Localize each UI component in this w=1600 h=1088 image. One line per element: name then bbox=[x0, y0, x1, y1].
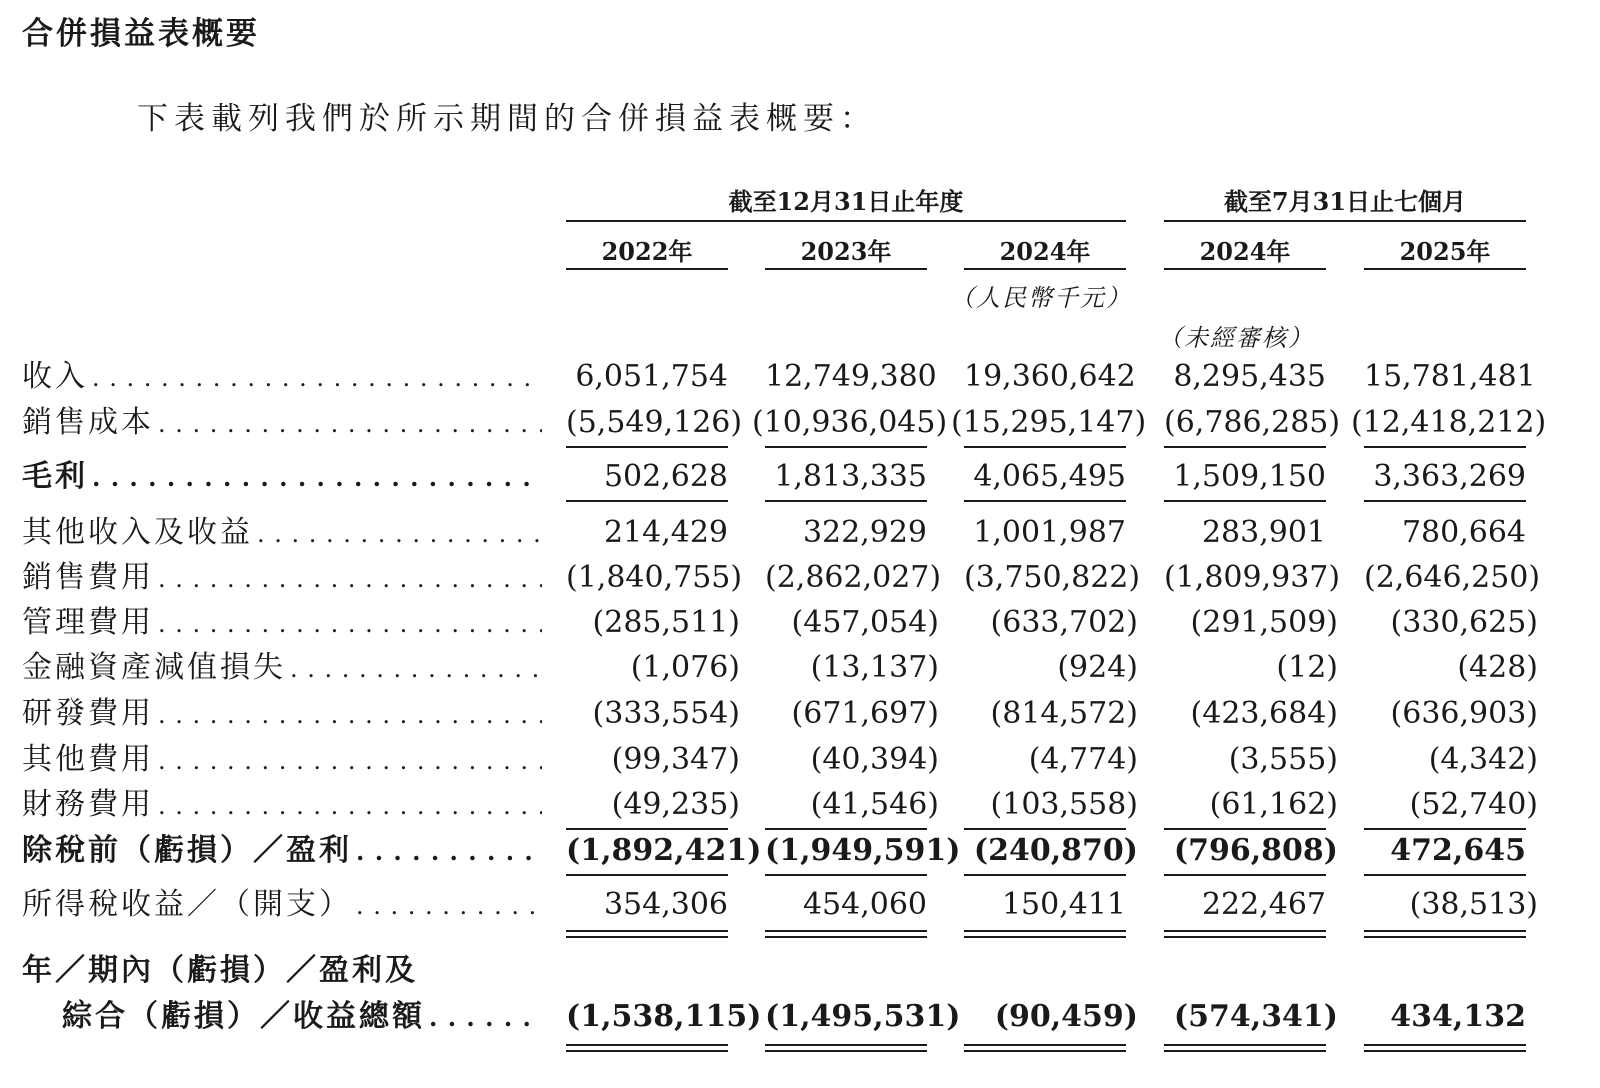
table-cell: (428) bbox=[1457, 650, 1538, 685]
table-cell: (814,572) bbox=[990, 696, 1138, 731]
table-cell: (99,347) bbox=[611, 742, 740, 777]
subtotal-rule bbox=[566, 874, 728, 876]
subtotal-rule bbox=[566, 446, 728, 448]
row-label: 毛利 . . . bbox=[22, 456, 542, 498]
double-rule bbox=[765, 1044, 927, 1052]
row-label-line2: 綜合（虧損）／收益總額 . . . bbox=[62, 996, 542, 1038]
table-cell: (41,546) bbox=[810, 787, 939, 822]
subtotal-rule bbox=[1364, 446, 1526, 448]
table-cell: (5,549,126) bbox=[566, 405, 743, 440]
table-row-profit-before-tax bbox=[22, 830, 1582, 872]
double-rule bbox=[1164, 1044, 1326, 1052]
subtotal-rule bbox=[964, 874, 1126, 876]
col-rule bbox=[765, 268, 927, 270]
table-row-cost-of-sales bbox=[22, 402, 1582, 444]
table-cell: (633,702) bbox=[990, 605, 1138, 640]
subtotal-rule bbox=[566, 500, 728, 502]
intro-text: 下表載列我們於所示期間的合併損益表概要： bbox=[137, 101, 877, 137]
col-header-2025-interim: 2025年 bbox=[1399, 237, 1491, 266]
unit-note: （人民幣千元） bbox=[950, 284, 1132, 312]
table-cell: (12,418,212) bbox=[1351, 405, 1547, 440]
row-label: 收入 . . . bbox=[22, 356, 542, 398]
table-row-selling-expenses bbox=[22, 557, 1582, 599]
table-cell: (6,786,285) bbox=[1164, 405, 1341, 440]
table-row-impairment-losses bbox=[22, 647, 1582, 689]
double-rule bbox=[765, 930, 927, 938]
row-label: 除稅前（虧損）／盈利 . . . bbox=[22, 830, 542, 872]
table-cell: (10,936,045) bbox=[752, 405, 948, 440]
col-rule bbox=[964, 268, 1126, 270]
table-cell: (90,459) bbox=[994, 999, 1138, 1034]
interim-group-rule bbox=[1164, 220, 1526, 222]
table-cell: 222,467 bbox=[1201, 887, 1326, 922]
subtotal-rule bbox=[1164, 446, 1326, 448]
table-cell: 283,901 bbox=[1201, 515, 1326, 550]
row-label: 管理費用 . . . bbox=[22, 602, 542, 644]
table-cell: (1,892,421) bbox=[566, 833, 762, 868]
row-label: 財務費用 . . . bbox=[22, 784, 542, 826]
subtotal-rule bbox=[964, 500, 1126, 502]
row-label: 所得稅收益／（開支） . . . bbox=[22, 884, 542, 926]
table-cell: 454,060 bbox=[802, 887, 927, 922]
subtotal-rule bbox=[765, 446, 927, 448]
table-cell: 322,929 bbox=[802, 515, 927, 550]
table-row-revenue bbox=[22, 356, 1582, 398]
table-cell: 1,001,987 bbox=[973, 515, 1126, 550]
subtotal-rule bbox=[765, 874, 927, 876]
table-row-other-income bbox=[22, 512, 1582, 554]
col-header-2024-interim: 2024年 bbox=[1199, 237, 1291, 266]
section-heading: 合併損益表概要 bbox=[22, 16, 260, 52]
col-rule bbox=[566, 268, 728, 270]
table-cell: (38,513) bbox=[1409, 887, 1538, 922]
col-header-2024: 2024年 bbox=[999, 237, 1091, 266]
table-cell: (285,511) bbox=[592, 605, 740, 640]
table-cell: (49,235) bbox=[611, 787, 740, 822]
double-rule bbox=[1364, 930, 1526, 938]
table-row-admin-expenses bbox=[22, 602, 1582, 644]
table-cell: (636,903) bbox=[1390, 696, 1538, 731]
table-row-finance-costs bbox=[22, 784, 1582, 826]
table-cell: (12) bbox=[1276, 650, 1338, 685]
col-header-2022: 2022年 bbox=[601, 237, 693, 266]
table-cell: 4,065,495 bbox=[973, 459, 1126, 494]
table-cell: 6,051,754 bbox=[575, 359, 728, 394]
table-cell: 150,411 bbox=[1001, 887, 1126, 922]
table-cell: (671,697) bbox=[791, 696, 939, 731]
interim-group-label: 截至7月31日止七個月 bbox=[1223, 187, 1467, 216]
table-cell: (333,554) bbox=[592, 696, 740, 731]
row-label: 金融資產減值損失 . . . bbox=[22, 647, 542, 689]
table-cell: 3,363,269 bbox=[1373, 459, 1526, 494]
table-cell: 8,295,435 bbox=[1173, 359, 1326, 394]
table-cell: (1,840,755) bbox=[566, 560, 743, 595]
row-label: 其他收入及收益 . . . bbox=[22, 512, 542, 554]
double-rule bbox=[566, 1044, 728, 1052]
table-row-other-expenses bbox=[22, 739, 1582, 781]
table-cell: 15,781,481 bbox=[1364, 359, 1536, 394]
table-cell: (61,162) bbox=[1209, 787, 1338, 822]
unaudited-note: （未經審核） bbox=[1158, 324, 1314, 352]
table-cell: (4,342) bbox=[1428, 742, 1538, 777]
table-cell: 19,360,642 bbox=[964, 359, 1136, 394]
table-cell: (1,949,591) bbox=[765, 833, 961, 868]
table-cell: 1,509,150 bbox=[1173, 459, 1326, 494]
subtotal-rule bbox=[765, 500, 927, 502]
table-cell: 1,813,335 bbox=[774, 459, 927, 494]
double-rule bbox=[1164, 930, 1326, 938]
subtotal-rule bbox=[1364, 500, 1526, 502]
row-label: 其他費用 . . . bbox=[22, 739, 542, 781]
col-rule bbox=[1364, 268, 1526, 270]
table-row-total-comprehensive bbox=[22, 950, 1582, 1038]
table-cell: (796,808) bbox=[1173, 833, 1338, 868]
double-rule bbox=[566, 930, 728, 938]
row-label: 研發費用 . . . bbox=[22, 693, 542, 735]
annual-group-rule bbox=[566, 220, 1126, 222]
table-cell: 472,645 bbox=[1390, 833, 1526, 868]
col-header-2023: 2023年 bbox=[800, 237, 892, 266]
table-cell: 12,749,380 bbox=[765, 359, 937, 394]
table-cell: (103,558) bbox=[990, 787, 1138, 822]
col-rule bbox=[1164, 268, 1326, 270]
table-row-gross-profit bbox=[22, 456, 1582, 498]
table-row-rd-expenses bbox=[22, 693, 1582, 735]
table-cell: (240,870) bbox=[973, 833, 1138, 868]
double-rule bbox=[964, 1044, 1126, 1052]
double-rule bbox=[1364, 1044, 1526, 1052]
row-label: 銷售成本 . . . bbox=[22, 402, 542, 444]
subtotal-rule bbox=[1164, 500, 1326, 502]
table-row-income-tax bbox=[22, 884, 1582, 926]
table-cell: 780,664 bbox=[1401, 515, 1526, 550]
table-cell: (3,555) bbox=[1228, 742, 1338, 777]
table-cell: (1,076) bbox=[630, 650, 740, 685]
table-cell: (291,509) bbox=[1190, 605, 1338, 640]
table-cell: (457,054) bbox=[791, 605, 939, 640]
table-cell: (15,295,147) bbox=[951, 405, 1147, 440]
table-cell: (1,495,531) bbox=[765, 999, 961, 1034]
table-cell: (423,684) bbox=[1190, 696, 1338, 731]
table-cell: (40,394) bbox=[810, 742, 939, 777]
annual-group-label: 截至12月31日止年度 bbox=[728, 187, 964, 216]
subtotal-rule bbox=[1164, 874, 1326, 876]
table-cell: (924) bbox=[1057, 650, 1138, 685]
double-rule bbox=[964, 930, 1126, 938]
table-cell: (574,341) bbox=[1173, 999, 1338, 1034]
table-cell: (4,774) bbox=[1028, 742, 1138, 777]
subtotal-rule bbox=[964, 446, 1126, 448]
row-label: 銷售費用 . . . bbox=[22, 557, 542, 599]
table-cell: (2,862,027) bbox=[765, 560, 942, 595]
table-cell: 214,429 bbox=[603, 515, 728, 550]
table-cell: (3,750,822) bbox=[964, 560, 1141, 595]
table-cell: (1,809,937) bbox=[1164, 560, 1341, 595]
table-cell: (2,646,250) bbox=[1364, 560, 1541, 595]
table-cell: (330,625) bbox=[1390, 605, 1538, 640]
table-cell: (52,740) bbox=[1409, 787, 1538, 822]
table-cell: 354,306 bbox=[603, 887, 728, 922]
row-label-line1: 年／期內（虧損）／盈利及 bbox=[22, 953, 418, 988]
table-cell: (1,538,115) bbox=[566, 999, 762, 1034]
subtotal-rule bbox=[1364, 874, 1526, 876]
table-cell: 434,132 bbox=[1390, 999, 1526, 1034]
table-cell: 502,628 bbox=[603, 459, 728, 494]
table-cell: (13,137) bbox=[810, 650, 939, 685]
